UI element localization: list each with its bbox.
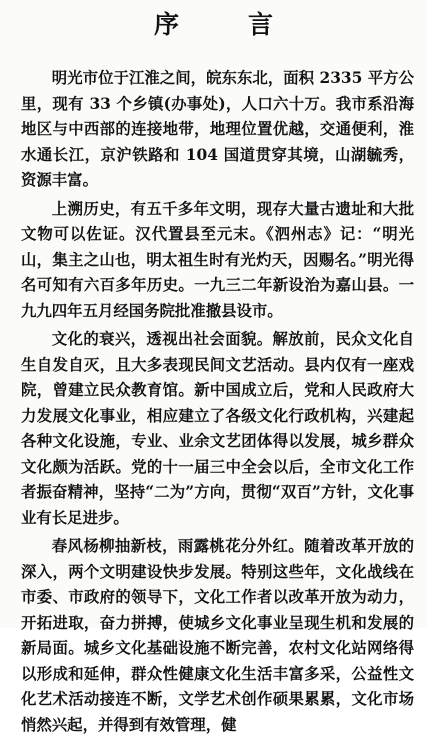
paragraph-4: 春风杨柳抽新枝，雨露桃花分外红。随着改革开放的深入，两个文明建设快步发展。特别这些年，文化战线在市委、市政府的领导下，文化工作者以改革开放为动力，开拓进取，奋力拼搏，使城乡文化事业呈现生机和发展的新局面。城乡文化基础设施不断完善，农村文化站网络得以形成和延伸，群众性健康文化生活丰富多采，公益性文化艺术活动接连不断，文学艺术创作硕果累累，文化市场悄然兴起，并得到有效管理，健	[21, 537, 414, 734]
paragraph-3: 文化的衰兴，透视出社会面貌。解放前，民众文化自生自发自灭，且大多表现民间文艺活动。县内仅有一座戏院，曾建立民众教育馆。新中国成立后，党和人民政府大力发展文化事业，相应建立了各级文化行政机构，兴建起各种文化设施，专业、业余文艺团体得以发展，城乡群众文化颇为活跃。党的十一届三中全会以后，全市文化工作者振奋精神，坚持“二为”方向，贯彻“双百”方针，文化事业有长足进步。	[21, 330, 414, 527]
document-body	[21, 66, 414, 741]
paragraph-1: 明光市位于江淮之间，皖东东北，面积 2335 平方公里，现有 33 个乡镇(办事处)，人口六十万。我市系沿海地区与中西部的连接地带，地理位置优越，交通便利，淮水通长江，京沪铁路和 104 国道贯穿其境，山湖毓秀，资源丰富。	[21, 69, 414, 189]
page-title: 序 言	[153, 10, 295, 39]
paragraph-2: 上溯历史，有五千多年文明，现存大量古遗址和大批文物可以佐证。汉代置县至元末。《泗州志》记：“明光山，集主之山也，明太祖生时有光灼天，因赐名。”明光得名可知有六百多年历史。一九三二年新设治为嘉山县。一九九四年五月经国务院批准撤县设市。	[21, 199, 414, 320]
